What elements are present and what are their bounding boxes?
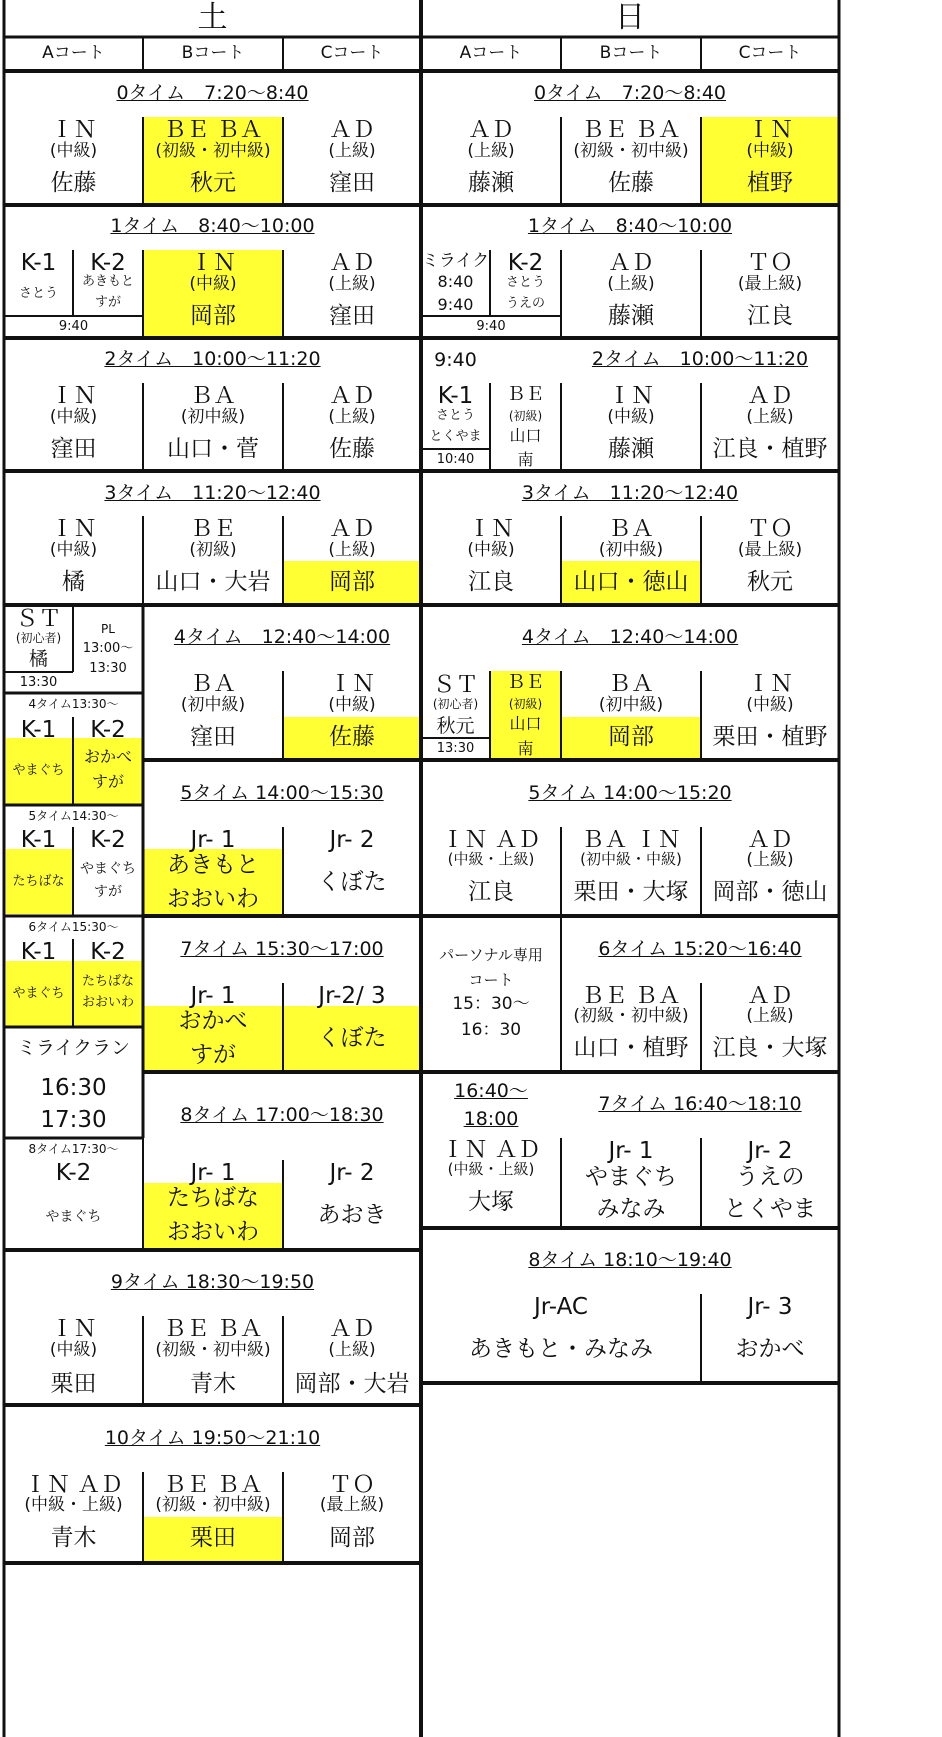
sat-r1-k-end: 9:40 — [58, 319, 89, 334]
coach-name: すが — [94, 295, 121, 310]
sat-r0-court-a — [4, 117, 143, 205]
coach-name: たちばな — [167, 1185, 259, 1211]
coach-name: あおき — [317, 1202, 387, 1228]
class-code: ＢＥ — [506, 671, 545, 693]
coach-name: やまぐち — [585, 1164, 677, 1190]
sun-r4-st-end: 13:30 — [436, 741, 475, 756]
class-level: (中級・上級) — [24, 1495, 123, 1515]
coach-name: 佐藤 — [608, 170, 654, 196]
sat-r3-court-b — [143, 516, 283, 605]
sun-r6-court-b — [561, 983, 701, 1072]
sun-r2-k1-end: 10:40 — [436, 452, 475, 467]
sat-st-cell — [4, 605, 73, 672]
coach-name: すが — [190, 1042, 236, 1068]
class-code: ＢＡ — [608, 516, 654, 542]
coach-name: おおいわ — [81, 995, 134, 1010]
sat-court-c: Cコート — [320, 43, 384, 63]
coach-name: 岡部 — [608, 724, 654, 750]
coach-name: 秋元 — [436, 715, 475, 737]
class-level: (初心者) — [432, 697, 479, 711]
class-code: ＢＥ ＢＡ — [163, 1316, 263, 1342]
sat-r2-court-b — [143, 383, 283, 471]
class-code: ＢＥ — [506, 383, 545, 405]
coach-name: みなみ — [596, 1196, 666, 1222]
sun-r8-title: 8タイム 18:10〜19:40 — [528, 1249, 732, 1271]
coach-name: たちばな — [81, 974, 134, 989]
coach-name: うえの — [735, 1164, 805, 1190]
coach-name: 山口・菅 — [167, 436, 259, 462]
sat-k6-label: 6タイム15:30〜 — [28, 920, 119, 934]
class-level: (上級) — [328, 274, 376, 294]
class-code: Jr-AC — [534, 1294, 588, 1320]
coach-name: 窪田 — [329, 303, 375, 329]
sat-r2-court-c — [283, 383, 421, 471]
coach-name: 栗田・植野 — [712, 724, 828, 750]
class-code: ＩＮ — [50, 117, 97, 143]
sun-r1-k2 — [490, 250, 561, 316]
class-code: ＢＥ — [190, 516, 236, 542]
sat-pl-cell — [73, 605, 143, 693]
class-code: ＩＮ — [50, 383, 97, 409]
sun-r1-court-b — [561, 250, 701, 338]
coach-name: 植野 — [747, 170, 793, 196]
coach-name: 江良 — [468, 569, 514, 595]
sat-k8-cell — [4, 1160, 143, 1250]
coach-name: 橘 — [62, 569, 85, 595]
sun-r0-title: 0タイム 7:20〜8:40 — [533, 82, 727, 104]
sat-r0-title: 0タイム 7:20〜8:40 — [116, 82, 309, 104]
class-level: (上級) — [607, 274, 655, 294]
sun-r7-court-c — [701, 1138, 839, 1228]
class-code: ＩＮ ＡＤ — [441, 1137, 541, 1163]
coach-name: 江良 — [747, 303, 793, 329]
coach-name: おかべ — [83, 747, 132, 766]
class-code: ＡＤ — [747, 383, 793, 409]
class-code: ＡＤ — [747, 983, 793, 1009]
coach-name: たちばな — [12, 874, 65, 889]
class-level: (初級・初中級) — [155, 1495, 271, 1515]
sat-r1-court-b — [143, 250, 283, 338]
mirai-start: 16:30 — [40, 1075, 107, 1101]
coach-name: 岡部 — [190, 303, 236, 329]
class-code: K-1 — [20, 250, 57, 276]
class-code: ＡＤ — [329, 1316, 375, 1342]
sun-r0-court-c — [701, 117, 839, 205]
sat-r7-title: 7タイム 15:30〜17:00 — [180, 938, 384, 960]
class-code: ＢＡ — [190, 671, 236, 697]
sat-r1-court-c — [283, 250, 421, 338]
coach-name: すが — [94, 884, 122, 900]
sat-r7-court-c — [283, 983, 421, 1072]
coach-name: 藤瀬 — [608, 436, 654, 462]
coach-name: うえの — [505, 296, 545, 311]
coach-name: おかべ — [735, 1336, 805, 1362]
sat-court-b: Bコート — [181, 43, 245, 63]
coach-name: あきもと — [81, 274, 134, 289]
class-level: (初級) — [189, 540, 237, 560]
coach-name: 岡部 — [329, 1525, 375, 1551]
sun-r1-k-end: 9:40 — [476, 319, 506, 334]
coach-name: 秋元 — [190, 170, 236, 196]
personal-label: パーソナル専用 — [439, 946, 543, 964]
class-code: Jr- 2 — [329, 1160, 375, 1186]
class-code: ＢＡ — [608, 671, 654, 697]
class-level: (中級) — [189, 274, 237, 294]
sat-r10-court-a — [4, 1472, 143, 1563]
sun-r2-court-b — [561, 383, 701, 471]
class-level: (初級) — [508, 697, 543, 711]
coach-name: 岡部・徳山 — [712, 879, 828, 905]
class-code: ＡＤ — [608, 250, 654, 276]
class-level: (初級・初中級) — [155, 1340, 271, 1360]
sun-r7-court-a — [421, 1072, 561, 1228]
class-level: (上級) — [328, 1340, 376, 1360]
sat-r8-court-b — [143, 1160, 283, 1250]
coach-name: おおいわ — [167, 1219, 259, 1245]
sat-k5-k2 — [73, 827, 143, 916]
class-level: (中級) — [49, 1340, 98, 1360]
class-level: (上級) — [328, 540, 376, 560]
class-level: (初級・初中級) — [573, 1006, 689, 1026]
time-end: 9:40 — [437, 295, 474, 314]
class-level: (上級) — [467, 141, 515, 161]
class-code: ＩＮ — [468, 516, 514, 542]
sat-r5-court-b — [143, 827, 283, 916]
coach-name: 南 — [517, 450, 534, 469]
coach-name: 窪田 — [50, 436, 97, 462]
class-level: (中級・上級) — [447, 1160, 535, 1178]
coach-name: 山口・大岩 — [155, 569, 271, 595]
coach-name: 江良・植野 — [712, 436, 828, 462]
coach-name: 秋元 — [747, 569, 793, 595]
time-start: 16:40〜 — [454, 1080, 528, 1102]
sat-r5-court-c — [283, 827, 421, 916]
sun-r2-be — [490, 383, 561, 471]
coach-name: 岡部・大岩 — [294, 1371, 410, 1397]
class-code: Jr- 1 — [608, 1138, 654, 1164]
class-code: K-2 — [55, 1160, 92, 1186]
class-code: ＩＮ — [50, 1316, 97, 1342]
sat-r4-title: 4タイム 12:40〜14:00 — [173, 626, 391, 648]
class-code: ミライク — [421, 251, 490, 271]
sat-k5-label: 5タイム14:30〜 — [28, 809, 119, 823]
sat-r3-court-a — [4, 516, 143, 605]
coach-name: 青木 — [50, 1525, 97, 1551]
sat-k4-label: 4タイム13:30〜 — [28, 697, 119, 711]
class-code: Jr- 1 — [190, 827, 236, 853]
personal-start: 15：30〜 — [452, 994, 530, 1014]
class-code: ＩＮ — [747, 671, 793, 697]
sat-r8-title: 8タイム 17:00〜18:30 — [180, 1104, 384, 1126]
class-code: K-1 — [20, 827, 57, 853]
sun-r4-be — [490, 671, 561, 760]
class-code: ＴＯ — [329, 1472, 375, 1498]
class-code: ＡＤ — [329, 117, 375, 143]
coach-name: 江良・大塚 — [712, 1035, 828, 1061]
class-level: (中級) — [328, 695, 376, 715]
class-code: Jr- 1 — [190, 983, 236, 1009]
class-code: Jr-2/ 3 — [318, 983, 386, 1009]
class-level: (中級) — [607, 407, 655, 427]
class-level: (中級) — [49, 141, 98, 161]
coach-name: さとう — [505, 275, 545, 290]
coach-name: おかべ — [178, 1008, 248, 1034]
sat-r7-court-b — [143, 983, 283, 1072]
sat-r9-title: 9タイム 18:30〜19:50 — [110, 1271, 315, 1293]
coach-name: やまぐち — [12, 986, 65, 1001]
sat-r3-title: 3タイム 11:20〜12:40 — [104, 482, 321, 504]
sun-r5-court-a — [421, 827, 561, 916]
class-code: Jr- 2 — [747, 1138, 793, 1164]
mirai-title: ミライクラン — [16, 1037, 131, 1059]
class-code: ＢＥ ＢＡ — [581, 983, 681, 1009]
sat-r1-k2 — [73, 250, 143, 316]
sun-r3-court-c — [701, 516, 839, 605]
class-code: ＳＴ — [432, 672, 479, 698]
coach-name: さとう — [18, 286, 58, 301]
personal-end: 16：30 — [460, 1020, 522, 1040]
sun-r8-jr-ac — [421, 1294, 701, 1383]
class-code: K-2 — [90, 827, 126, 853]
class-code: ＩＮ — [190, 250, 236, 276]
sat-r9-court-a — [4, 1316, 143, 1405]
coach-name: 青木 — [190, 1371, 236, 1397]
sat-r4-court-b — [143, 671, 283, 760]
class-code: ＩＮ — [329, 671, 375, 697]
sun-r7-title: 7タイム 16:40〜18:10 — [598, 1093, 802, 1115]
coach-name: 窪田 — [329, 170, 375, 196]
sat-k4-k1 — [4, 717, 73, 805]
sun-r4-title: 4タイム 12:40〜14:00 — [521, 626, 739, 648]
coach-name: 窪田 — [190, 724, 236, 750]
class-level: (上級) — [746, 407, 794, 427]
sun-r4-st — [421, 671, 490, 738]
coach-name: 江良 — [468, 879, 514, 905]
sun-r4-court-b — [561, 671, 701, 760]
class-code: ＩＮ — [747, 117, 793, 143]
saturday-header: 土 — [197, 0, 228, 35]
sun-r6-title: 6タイム 15:20〜16:40 — [598, 938, 802, 960]
time-end: 13:30 — [89, 661, 127, 676]
class-level: (初級) — [508, 409, 543, 423]
coach-name: 佐藤 — [329, 724, 375, 750]
class-code: ＩＮ — [608, 383, 654, 409]
personal-court: コート — [468, 971, 514, 989]
sun-r4-court-c — [701, 671, 839, 760]
sat-r4-court-c — [283, 671, 421, 760]
sat-k4-k2 — [73, 717, 143, 805]
class-code: ＴＯ — [747, 516, 793, 542]
sat-r10-court-b — [143, 1472, 283, 1563]
class-code: ＩＮ ＡＤ — [441, 827, 541, 853]
sun-r0-court-b — [561, 117, 701, 205]
sat-r0-court-b — [143, 117, 283, 205]
sun-r5-title: 5タイム 14:00〜15:20 — [528, 782, 732, 804]
sun-r2-start: 9:40 — [434, 349, 477, 371]
sat-court-a: Aコート — [42, 43, 105, 63]
time-start: 8:40 — [437, 272, 474, 291]
class-level: (上級) — [328, 407, 376, 427]
sat-r0-court-c — [283, 117, 421, 205]
sat-k8-label: 8タイム17:30〜 — [28, 1142, 119, 1156]
class-code: ＢＥ ＢＡ — [163, 1472, 263, 1498]
class-level: (最上級) — [737, 540, 803, 560]
coach-name: 佐藤 — [50, 170, 97, 196]
class-code: ＡＤ — [468, 117, 514, 143]
sun-r8-jr-3 — [701, 1294, 839, 1383]
sat-r5-title: 5タイム 14:00〜15:30 — [180, 782, 384, 804]
class-code: ＳＴ — [15, 606, 62, 632]
class-level: (初中級) — [598, 540, 664, 560]
coach-name: 栗田 — [190, 1525, 236, 1551]
sun-r2-k1 — [421, 383, 490, 449]
class-code: ＡＤ — [747, 827, 793, 853]
coach-name: 南 — [517, 739, 534, 758]
class-code: ＡＤ — [329, 516, 375, 542]
class-code: K-2 — [507, 250, 544, 276]
coach-name: やまぐち — [12, 763, 65, 778]
time-start: 13:00〜 — [82, 641, 134, 656]
coach-name: とくやま — [429, 429, 482, 444]
coach-name: やまぐち — [80, 861, 136, 877]
coach-name: 栗田 — [50, 1371, 97, 1397]
class-code: ＢＥ ＢＡ — [581, 117, 681, 143]
class-code: K-2 — [90, 939, 126, 965]
class-level: (中級) — [467, 540, 515, 560]
coach-name: あきもと — [167, 852, 259, 878]
sat-st-end: 13:30 — [19, 675, 58, 690]
coach-name: 岡部 — [329, 569, 375, 595]
coach-name: くぼた — [317, 869, 387, 895]
class-code: ＢＡ ＩＮ — [581, 827, 681, 853]
sun-r5-court-b — [561, 827, 701, 916]
coach-name: 山口 — [509, 426, 542, 445]
class-level: (中級) — [49, 540, 98, 560]
sat-r2-title: 2タイム 10:00〜11:20 — [104, 348, 321, 370]
class-code: K-1 — [20, 717, 57, 743]
class-level: (初級・初中級) — [573, 141, 689, 161]
sunday-header: 日 — [615, 0, 645, 35]
time-end: 18:00 — [463, 1108, 519, 1130]
class-code: PL — [101, 622, 115, 636]
class-code: K-2 — [90, 717, 126, 743]
sun-court-c: Cコート — [738, 43, 802, 63]
coach-name: 大塚 — [468, 1189, 514, 1215]
coach-name: 山口・徳山 — [573, 569, 689, 595]
class-level: (最上級) — [319, 1495, 385, 1515]
class-level: (初中級) — [180, 695, 246, 715]
coach-name: 山口・植野 — [573, 1035, 689, 1061]
coach-name: 佐藤 — [329, 436, 375, 462]
sun-r0-court-a — [421, 117, 561, 205]
sun-r3-court-a — [421, 516, 561, 605]
sun-r1-court-c — [701, 250, 839, 338]
sat-r10-court-c — [283, 1472, 421, 1563]
sat-k5-k1 — [4, 827, 73, 916]
sat-mirai-box — [4, 1027, 143, 1138]
sun-r2-title: 2タイム 10:00〜11:20 — [591, 348, 809, 370]
sun-r7-court-b — [561, 1138, 701, 1228]
sat-r8-court-c — [283, 1160, 421, 1250]
class-code: ＢＡ — [190, 383, 236, 409]
coach-name: 栗田・大塚 — [573, 879, 689, 905]
sun-r1-mirai — [421, 250, 490, 316]
sat-r9-court-b — [143, 1316, 283, 1405]
sun-r3-title: 3タイム 11:20〜12:40 — [521, 482, 739, 504]
class-level: (上級) — [328, 141, 376, 161]
sat-r2-court-a — [4, 383, 143, 471]
class-level: (初中級) — [598, 695, 664, 715]
class-code: ＡＤ — [329, 250, 375, 276]
sun-r5-court-c — [701, 827, 839, 916]
class-code: K-1 — [20, 939, 57, 965]
sun-personal-court — [421, 916, 561, 1072]
class-code: Jr- 2 — [329, 827, 375, 853]
sun-court-a: Aコート — [459, 43, 523, 63]
class-code: ＩＮ — [50, 516, 97, 542]
coach-name: あきもと・みなみ — [469, 1336, 653, 1362]
coach-name: くぼた — [317, 1025, 387, 1051]
sat-r1-title: 1タイム 8:40〜10:00 — [110, 215, 315, 237]
coach-name: 藤瀬 — [608, 303, 654, 329]
coach-name: おおいわ — [167, 886, 259, 912]
sat-k6-k2 — [73, 939, 143, 1027]
class-level: (中級) — [746, 695, 794, 715]
class-level: (初中級・中級) — [580, 850, 682, 868]
sat-k6-k1 — [4, 939, 73, 1027]
class-level: (上級) — [746, 1006, 794, 1026]
coach-name: とくやま — [724, 1196, 816, 1222]
class-level: (最上級) — [737, 274, 803, 294]
coach-name: すが — [91, 772, 124, 791]
class-code: K-2 — [90, 250, 126, 276]
sat-r9-court-c — [283, 1316, 421, 1405]
class-level: (初心者) — [15, 631, 62, 645]
sun-r3-court-b — [561, 516, 701, 605]
sun-r6-court-c — [701, 983, 839, 1072]
sun-r1-title: 1タイム 8:40〜10:00 — [527, 215, 733, 237]
class-code: ＢＥ ＢＡ — [163, 117, 263, 143]
sun-court-b: Bコート — [599, 43, 663, 63]
sun-r2-court-c — [701, 383, 839, 471]
class-code: ＩＮ ＡＤ — [23, 1472, 124, 1498]
class-code: Jr- 3 — [747, 1294, 793, 1320]
class-code: Jr- 1 — [190, 1160, 236, 1186]
sat-r1-k1 — [4, 250, 73, 316]
class-level: (初級・初中級) — [155, 141, 271, 161]
class-code: K-1 — [437, 383, 474, 409]
coach-name: 山口 — [509, 714, 542, 733]
coach-name: 橘 — [28, 648, 48, 670]
class-level: (中級・上級) — [447, 850, 535, 868]
coach-name: やまぐち — [45, 1209, 102, 1225]
class-level: (中級) — [49, 407, 98, 427]
sat-r3-court-c — [283, 516, 421, 605]
mirai-end: 17:30 — [40, 1107, 107, 1133]
sat-r10-title: 10タイム 19:50〜21:10 — [104, 1427, 321, 1449]
class-level: (上級) — [746, 850, 794, 870]
class-level: (初中級) — [180, 407, 246, 427]
coach-name: さとう — [435, 408, 475, 423]
class-code: ＡＤ — [329, 383, 375, 409]
coach-name: 藤瀬 — [468, 170, 514, 196]
class-level: (中級) — [746, 141, 794, 161]
class-code: ＴＯ — [747, 250, 793, 276]
